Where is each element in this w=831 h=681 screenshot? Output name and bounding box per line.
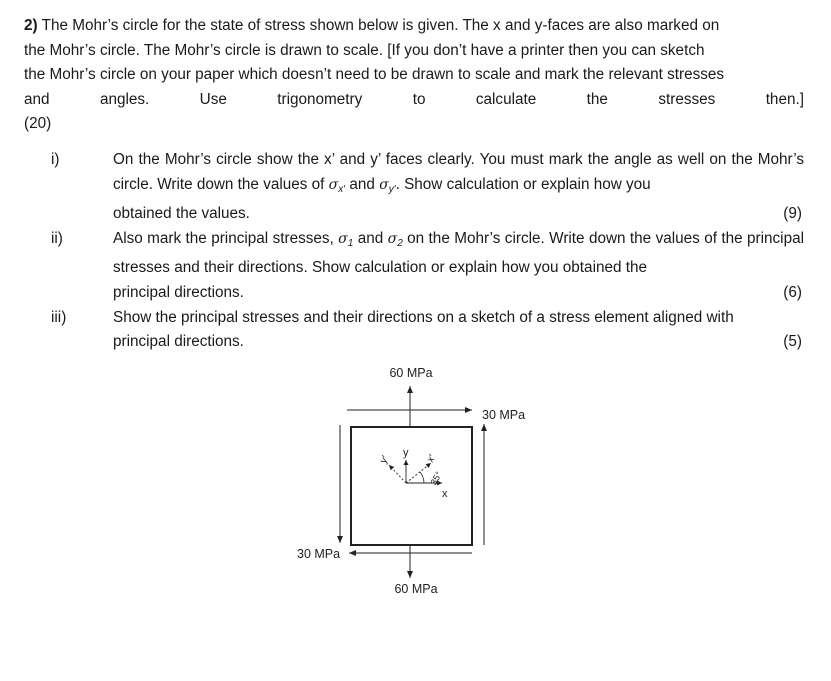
top-stress-label: 60 MPa: [389, 366, 433, 380]
item-text: On the Mohr’s circle show the x’ and y’ faces clearly. You must mark the angle as well on the Mohr’s circle. Write down the values of $\sigma_{x'}$ and $\sigma_{y'}$. Show calculation or explain how you: [113, 151, 804, 195]
intro-word: Use: [199, 90, 227, 108]
right-shear-label: 30 MPa: [482, 408, 526, 422]
y-prime-axis-arrow: [389, 465, 406, 483]
item-last-line: obtained the values. (9): [113, 202, 804, 227]
sigma-subscript: y′: [388, 183, 396, 195]
intro-word: calculate: [475, 90, 537, 108]
item-marks: (9): [783, 205, 802, 223]
angle-label: 35°: [428, 469, 444, 487]
sigma-symbol: σ: [328, 176, 339, 193]
item-marks: (5): [783, 333, 802, 351]
y-axis-label: y: [403, 447, 409, 459]
question-number: 2): [24, 17, 38, 34]
item-text: Show the principal stresses and their directions on a sketch of a stress element aligned with: [113, 308, 734, 326]
sigma-symbol: σ: [338, 230, 348, 247]
sigma-subscript: x′: [338, 183, 346, 195]
left-shear-label: 30 MPa: [297, 547, 341, 561]
x-prime-axis-arrow: [406, 463, 431, 483]
intro-word: then.]: [765, 90, 804, 108]
x-axis-label: x: [442, 488, 448, 500]
intro-word: stresses: [658, 90, 716, 108]
stress-element-square: [351, 427, 472, 545]
sigma-symbol: σ: [379, 176, 389, 193]
sigma-symbol: σ: [387, 230, 398, 247]
item-text: Also mark the principal stresses, $\sigma_1$ and $\sigma_2$ on the Mohr’s circle. Write down the values of the principal stresses and their directions. Show calculation or explain how you obtained the: [113, 229, 804, 277]
intro-word: angles.: [99, 90, 150, 108]
intro-line-3: the Mohr’s circle on your paper which doesn’t need to be drawn to scale and mark the relevant stresses: [24, 66, 725, 84]
total-marks: (20): [24, 115, 52, 133]
intro-line-1: 2) The Mohr’s circle for the state of stress shown below is given. The x and y-faces are also marked on: [24, 17, 720, 34]
item-number: ii): [51, 229, 63, 247]
item-number: iii): [51, 308, 67, 326]
x-prime-axis-label: x′: [425, 453, 439, 465]
y-prime-axis-label: y′: [378, 454, 392, 466]
sigma-subscript: 1: [347, 237, 354, 249]
intro-word: and: [24, 90, 50, 108]
item-last-line: principal directions. (6): [113, 281, 804, 306]
item-marks: (6): [783, 283, 802, 301]
axes-group: [378, 447, 448, 500]
intro-word: the: [586, 90, 608, 108]
intro-word: trigonometry: [277, 90, 363, 108]
intro-line-2: the Mohr’s circle. The Mohr’s circle is drawn to scale. [If you don’t have a printer then you can sketch: [24, 41, 705, 59]
sigma-subscript: 2: [397, 237, 403, 249]
item-last-line: principal directions. (5): [113, 330, 804, 355]
intro-word: to: [412, 90, 426, 108]
item-number: i): [51, 151, 60, 168]
angle-arc: [420, 472, 424, 483]
bottom-stress-label: 60 MPa: [394, 582, 438, 596]
